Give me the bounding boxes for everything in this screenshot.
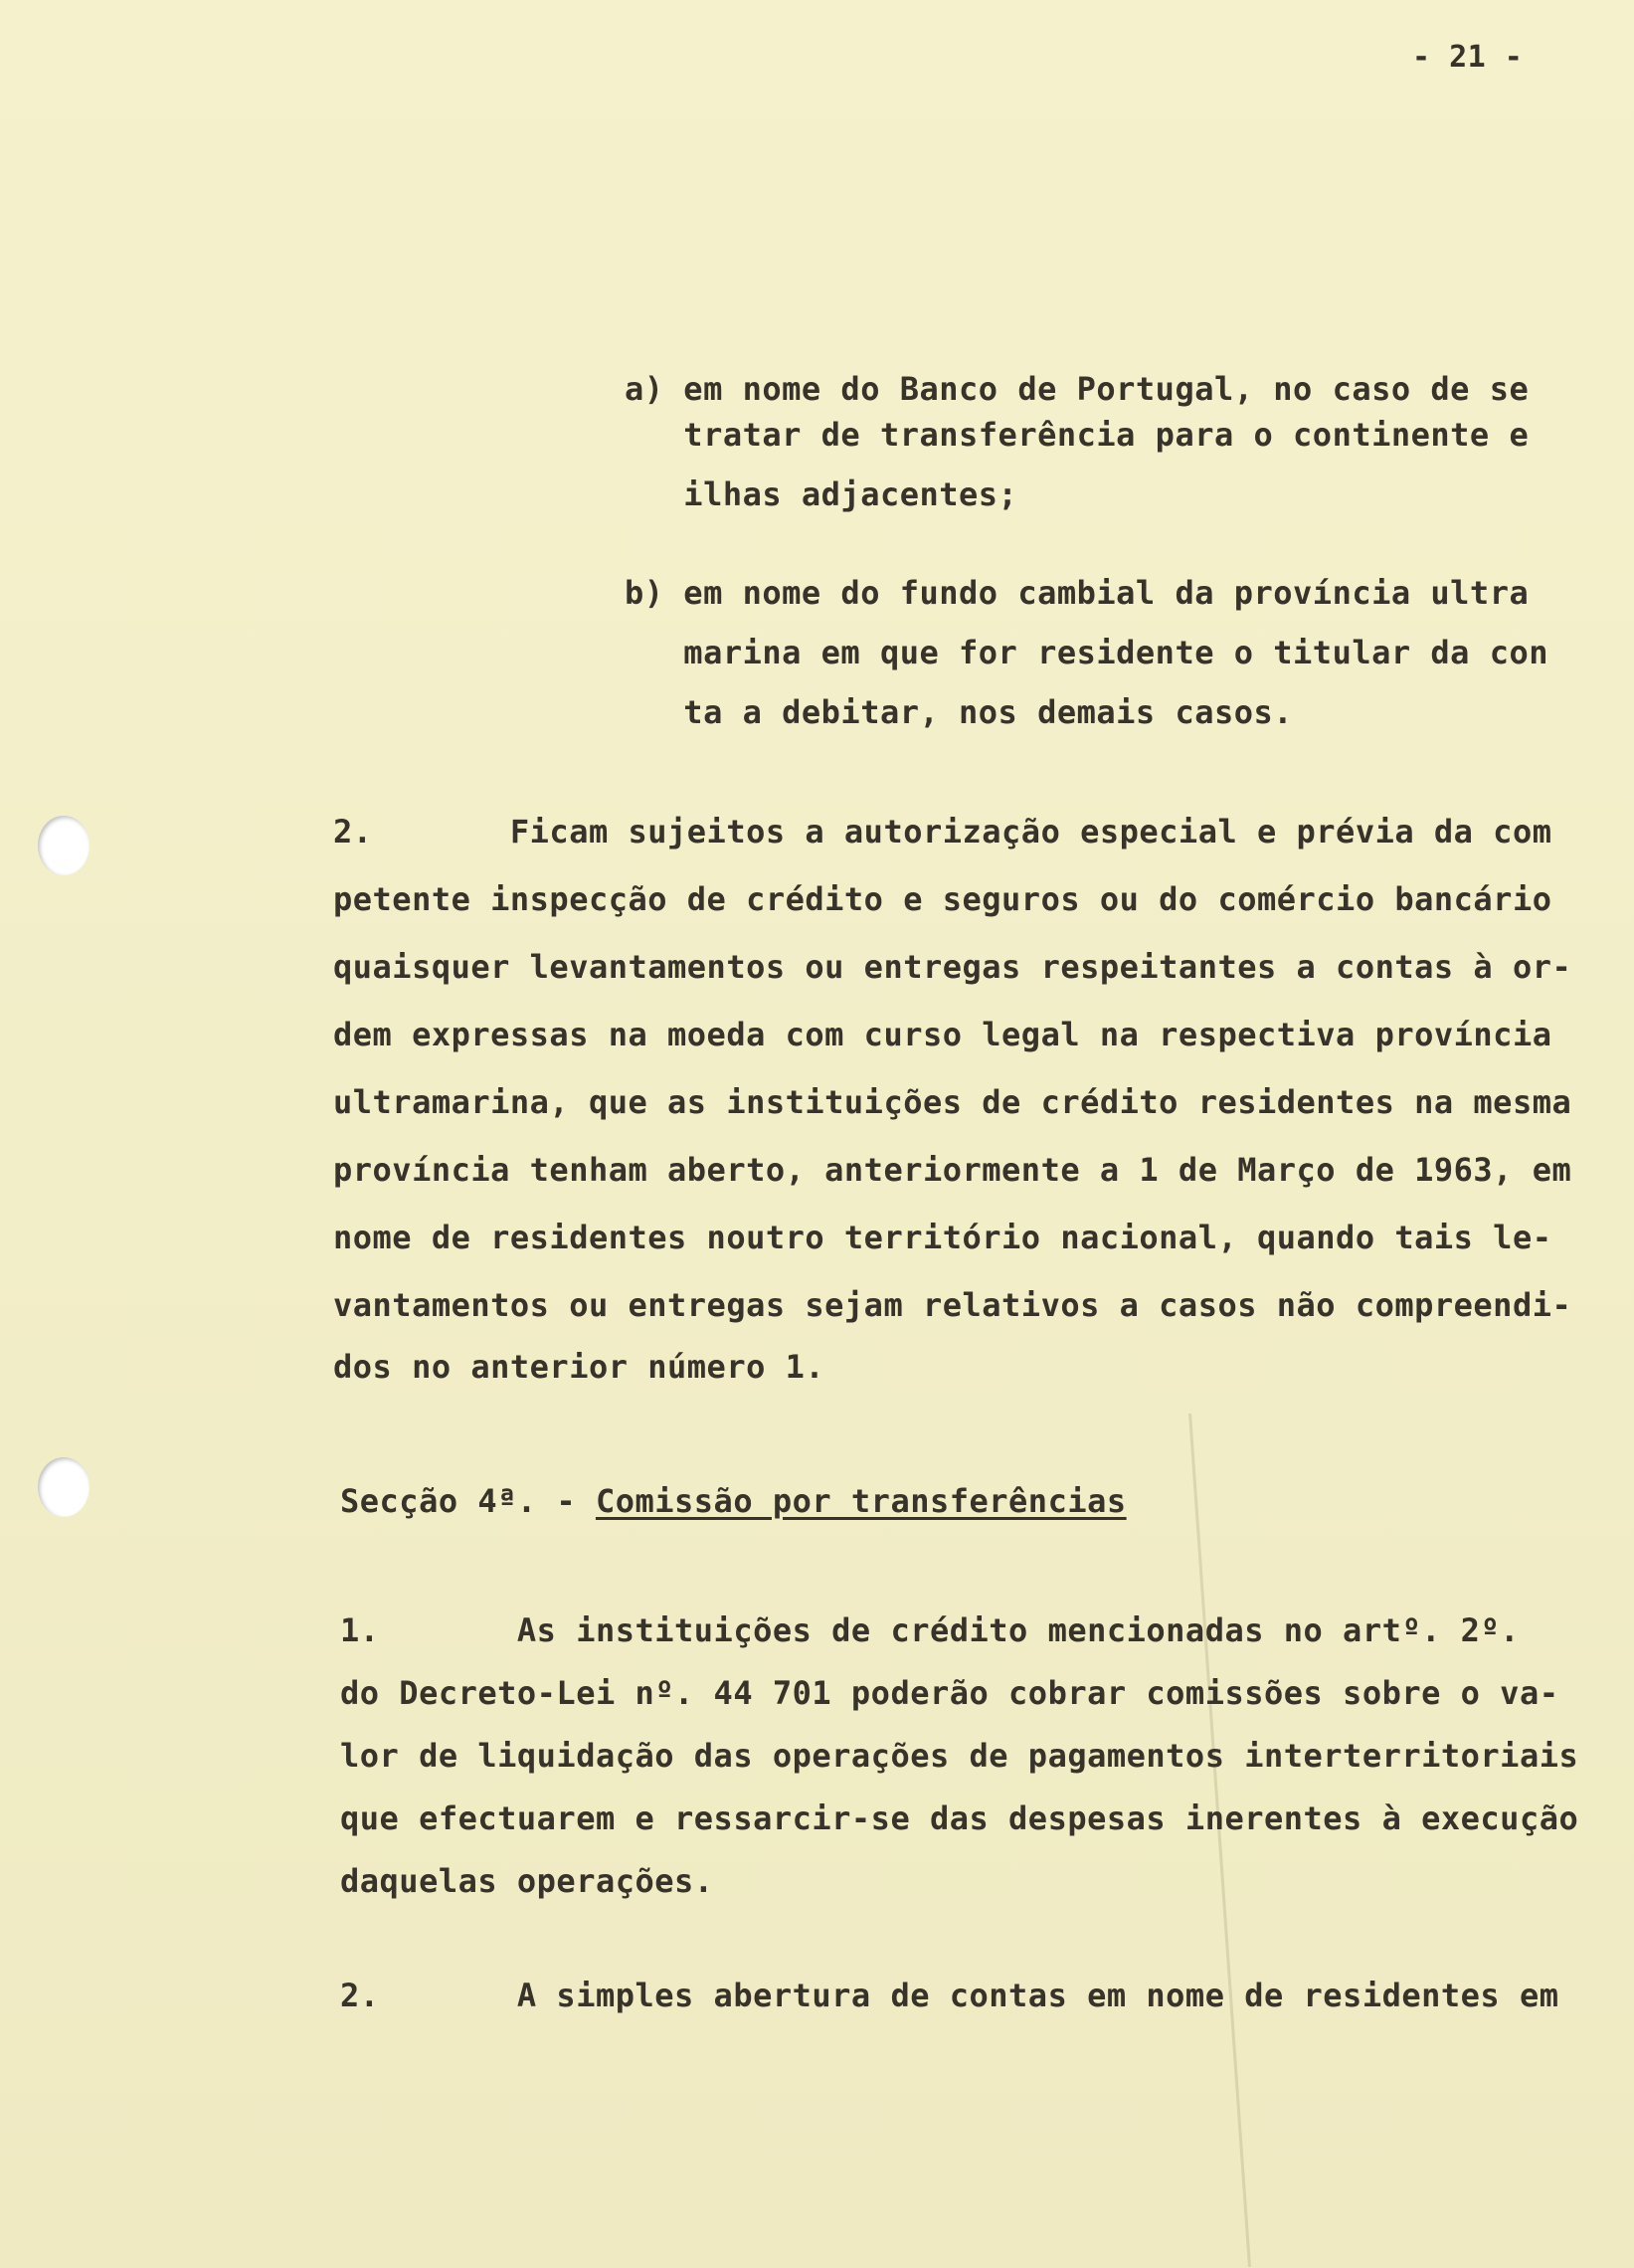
paper-crease bbox=[1188, 1414, 1251, 2267]
item-a-line-2: tratar de transferência para o continente e bbox=[625, 416, 1530, 454]
section-heading bbox=[340, 1482, 1127, 1520]
para2-line-3: quaisquer levantamentos ou entregas respeitantes a contas à or- bbox=[333, 948, 1572, 986]
page-number: - 21 - bbox=[1412, 40, 1524, 75]
para2-line-4: dem expressas na moeda com curso legal na respectiva província bbox=[333, 1016, 1552, 1053]
sec-para1-line-3: lor de liquidação das operações de pagamentos interterritoriais bbox=[340, 1737, 1579, 1775]
para2-line-5: ultramarina, que as instituições de crédito residentes na mesma bbox=[333, 1083, 1572, 1121]
item-a-line-1: a) em nome do Banco de Portugal, no caso de se bbox=[625, 370, 1530, 408]
sec-para1-line-5: daquelas operações. bbox=[340, 1862, 714, 1900]
item-b-line-2: marina em que for residente o titular da con bbox=[625, 634, 1548, 671]
item-a-line-3: ilhas adjacentes; bbox=[625, 475, 1018, 513]
sec-para1-line-4: que efectuarem e ressarcir-se das despesas inerentes à execução bbox=[340, 1799, 1579, 1837]
sec-para1-line-2: do Decreto-Lei nº. 44 701 poderão cobrar comissões sobre o va- bbox=[340, 1674, 1559, 1712]
para2-line-2: petente inspecção de crédito e seguros ou do comércio bancário bbox=[333, 880, 1552, 918]
section-heading-title: Comissão por transferências bbox=[595, 1482, 1127, 1520]
item-b-line-1: b) em nome do fundo cambial da província ultra bbox=[625, 574, 1530, 612]
item-b-line-3: ta a debitar, nos demais casos. bbox=[625, 693, 1294, 731]
sec-para2-line-1: 2. A simples abertura de contas em nome de residentes em bbox=[340, 1977, 1559, 2014]
para2-line-8: vantamentos ou entregas sejam relativos a casos não compreendi- bbox=[333, 1286, 1572, 1324]
para2-line-7: nome de residentes noutro território nacional, quando tais le- bbox=[333, 1219, 1552, 1256]
sec-para1-line-1: 1. As instituições de crédito mencionadas no artº. 2º. bbox=[340, 1611, 1520, 1649]
para2-line-6: província tenham aberto, anteriormente a 1 de Março de 1963, em bbox=[333, 1151, 1572, 1189]
para2-line-1: 2. Ficam sujeitos a autorização especial e prévia da com bbox=[333, 813, 1552, 850]
punch-hole-top bbox=[38, 816, 90, 875]
punch-hole-bottom bbox=[38, 1457, 90, 1517]
section-heading-prefix: Secção 4ª. - bbox=[340, 1482, 596, 1520]
para2-line-9: dos no anterior número 1. bbox=[333, 1348, 825, 1386]
